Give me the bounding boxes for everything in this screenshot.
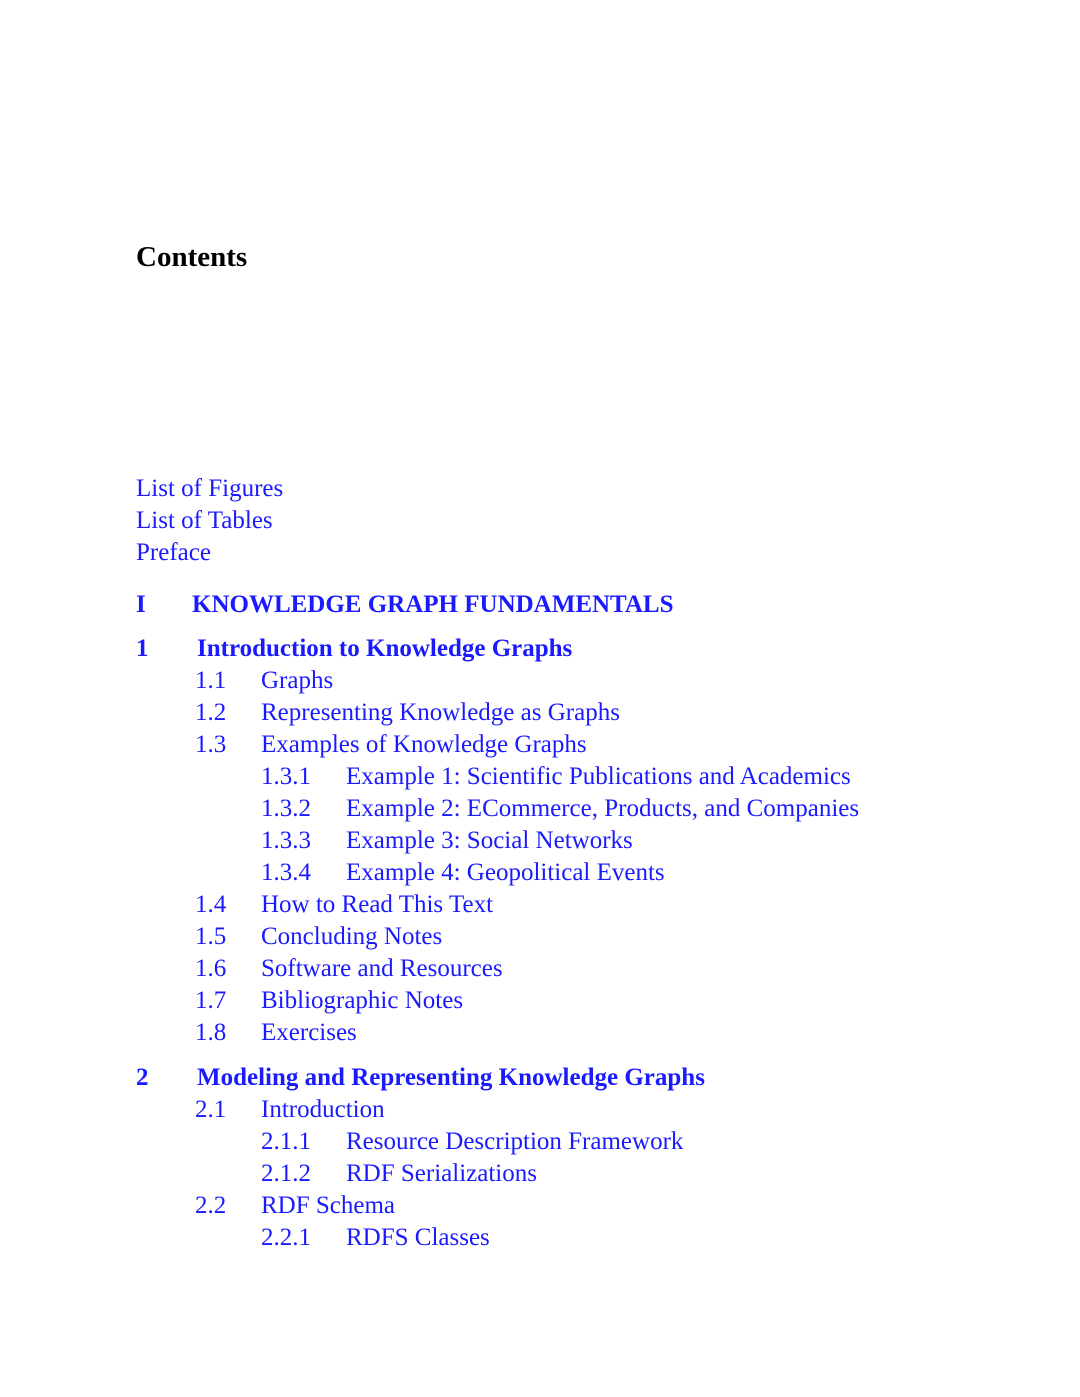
toc-entry-label: Example 2: ECommerce, Products, and Companies bbox=[346, 795, 860, 822]
toc-entry-number: 1.6 bbox=[195, 955, 227, 982]
toc-entry-label: How to Read This Text bbox=[261, 891, 494, 918]
toc-entry-number: 2.2.1 bbox=[261, 1224, 311, 1251]
toc-entry-number: 2.1 bbox=[195, 1096, 227, 1123]
toc-entry-number: 1.7 bbox=[195, 987, 227, 1014]
toc-entry-label: Representing Knowledge as Graphs bbox=[261, 699, 620, 726]
page-title: Contents bbox=[136, 241, 248, 273]
toc-entry-number: 1.3 bbox=[195, 731, 227, 758]
toc-entry-number: 1.3.1 bbox=[261, 763, 311, 790]
toc-entry-number: 1.3.4 bbox=[261, 859, 311, 886]
toc-entry-label: Resource Description Framework bbox=[346, 1128, 684, 1155]
toc-entry-label: Exercises bbox=[261, 1019, 357, 1046]
toc-entry-label: Example 4: Geopolitical Events bbox=[346, 859, 665, 886]
toc-entry-label: Modeling and Representing Knowledge Graphs bbox=[197, 1064, 705, 1091]
toc-entry-number: 1.4 bbox=[195, 891, 227, 918]
toc-entry-number: 1.5 bbox=[195, 923, 227, 950]
toc-entry-number: 1.3.2 bbox=[261, 795, 311, 822]
toc-entry-label: Preface bbox=[136, 539, 211, 566]
toc-entry-number: 2.1.1 bbox=[261, 1128, 311, 1155]
toc-entry-label: Concluding Notes bbox=[261, 923, 443, 950]
toc-entry-label: RDFS Classes bbox=[346, 1224, 490, 1251]
toc-entry-label: Introduction to Knowledge Graphs bbox=[197, 635, 573, 662]
toc-entry-label: Software and Resources bbox=[261, 955, 503, 982]
toc-entry-number: 2.2 bbox=[195, 1192, 227, 1219]
toc-entry-number: 1.2 bbox=[195, 699, 227, 726]
toc-entry-number: 2 bbox=[136, 1064, 149, 1091]
toc-entry-label: KNOWLEDGE GRAPH FUNDAMENTALS bbox=[192, 591, 674, 618]
toc-entry-label: Bibliographic Notes bbox=[261, 987, 464, 1014]
toc-entry-number: 2.1.2 bbox=[261, 1160, 311, 1187]
toc-entry-label: Examples of Knowledge Graphs bbox=[261, 731, 587, 758]
toc-entry-number: 1.1 bbox=[195, 667, 227, 694]
toc-entry-number: 1 bbox=[136, 635, 149, 662]
toc-entry-label: RDF Schema bbox=[261, 1192, 396, 1219]
toc-entry-number: 1.3.3 bbox=[261, 827, 311, 854]
toc-entry-label: Example 3: Social Networks bbox=[346, 827, 633, 854]
toc-entry-label: Example 1: Scientific Publications and Academics bbox=[346, 763, 851, 790]
toc-entry-label: List of Figures bbox=[136, 475, 284, 502]
toc-entry-label: Introduction bbox=[261, 1096, 385, 1123]
toc-entry-number: I bbox=[136, 591, 146, 618]
toc-entry-label: Graphs bbox=[261, 667, 334, 694]
toc-entry-label: RDF Serializations bbox=[346, 1160, 537, 1187]
toc-entry-label: List of Tables bbox=[136, 507, 273, 534]
toc-entry-number: 1.8 bbox=[195, 1019, 227, 1046]
